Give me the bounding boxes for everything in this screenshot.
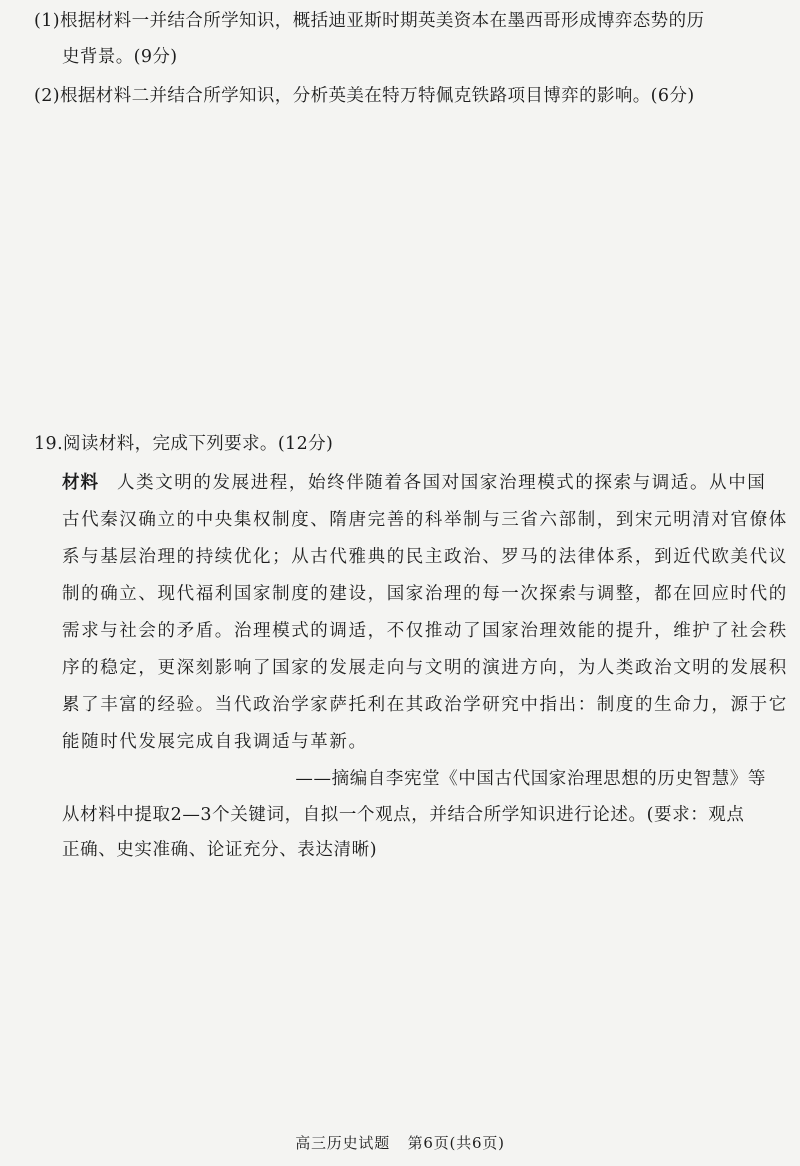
material-tag: 材料 <box>62 473 99 493</box>
question-19-requirement-continued: 正确、史实准确、论证充分、表达清晰) <box>62 840 378 860</box>
material-line: 系与基层治理的持续优化；从古代雅典的民主政治、罗马的法律体系，到近代欧美代议 <box>62 547 788 567</box>
question-1-text-continued: 史背景。(9分) <box>62 47 178 67</box>
question-19-heading: 19.阅读材料，完成下列要求。(12分) <box>34 434 334 454</box>
question-1-text: (1)根据材料一并结合所学知识，概括迪亚斯时期英美资本在墨西哥形成博弈态势的历 <box>34 11 705 31</box>
footer-exam-title: 高三历史试题 <box>295 1134 391 1152</box>
page-footer <box>0 1133 800 1153</box>
material-line: 古代秦汉确立的中央集权制度、隋唐完善的科举制与三省六部制，到宋元明清对官僚体 <box>62 510 788 530</box>
material-line: 累了丰富的经验。当代政治学家萨托利在其政治学研究中指出：制度的生命力，源于它 <box>62 695 788 715</box>
question-2-text: (2)根据材料二并结合所学知识，分析英美在特万特佩克铁路项目博弈的影响。(6分) <box>34 86 695 106</box>
material-line: 需求与社会的矛盾。治理模式的调适，不仅推动了国家治理效能的提升，维护了社会秩 <box>62 621 788 641</box>
material-line: 制的确立、现代福利国家制度的建设，国家治理的每一次探索与调整，都在回应时代的 <box>62 584 788 604</box>
footer-page-number: 第6页(共6页) <box>407 1134 505 1152</box>
material-line: 能随时代发展完成自我调适与革新。 <box>62 732 368 752</box>
material-line-text: 人类文明的发展进程，始终伴随着各国对国家治理模式的探索与调适。从中国 <box>117 473 767 493</box>
question-19-requirement: 从材料中提取2—3个关键词，自拟一个观点，并结合所学知识进行论述。(要求：观点 <box>62 805 745 825</box>
material-line <box>62 471 766 495</box>
material-line: 序的稳定，更深刻影响了国家的发展走向与文明的演进方向，为人类政治文明的发展积 <box>62 658 788 678</box>
material-source: ——摘编自李宪堂《中国古代国家治理思想的历史智慧》等 <box>295 769 766 789</box>
